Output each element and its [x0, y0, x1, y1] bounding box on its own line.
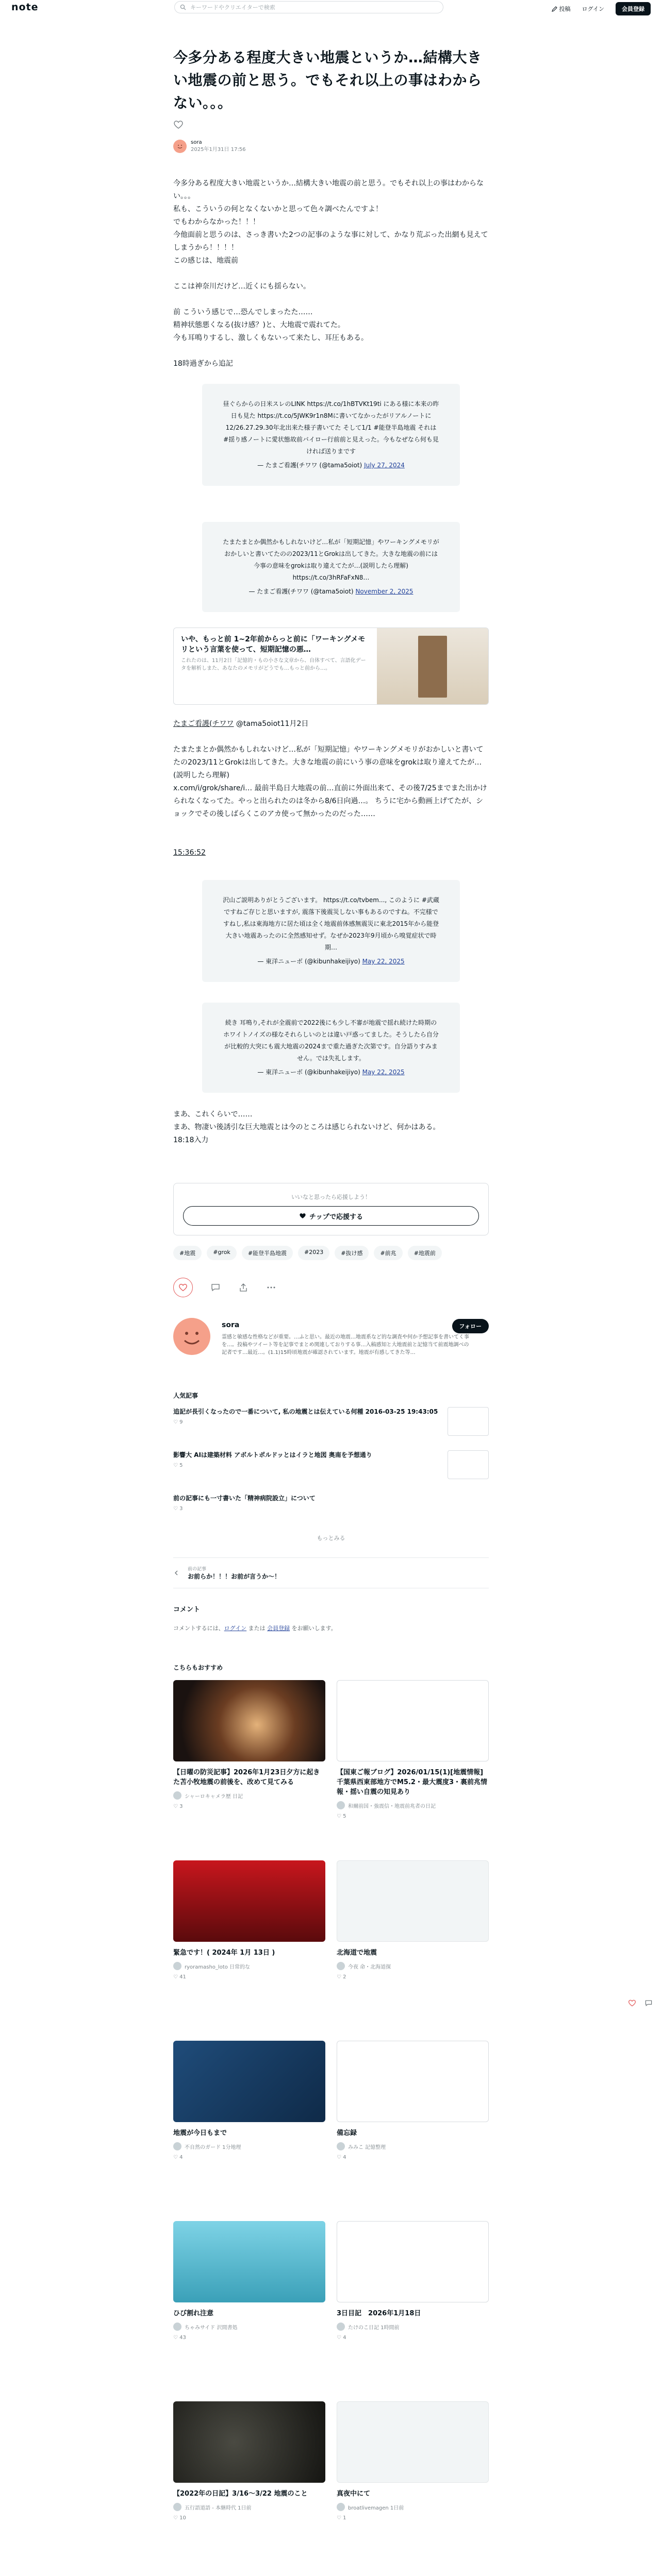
body-line: 精神状態悪くなる(抜け感？)と、大地震で震れてた。	[173, 321, 345, 329]
recommend-thumbnail	[173, 1860, 325, 1942]
recommend-author: broatlivemagen 1日前	[337, 2503, 489, 2511]
recommend-author: シャーロキャメラ歴 日記	[173, 1791, 325, 1800]
recommend-thumbnail	[337, 1680, 489, 1761]
article	[173, 46, 489, 2571]
article-body	[173, 177, 489, 1147]
floating-actions	[628, 1999, 662, 2007]
recommend-title: 北海道で地震	[337, 1949, 377, 1957]
previous-title: お前らか！！！お前が言うか～！	[188, 1573, 281, 1580]
body-line: 今多分ある程度大きい地震というか…結構大きい地震の前と思う。でもそれ以上の事はわからない。。。	[173, 179, 484, 200]
popular-item-thumbnail	[448, 1450, 489, 1479]
comments-heading: コメント	[173, 1606, 201, 1614]
recommend-thumbnail	[173, 2401, 325, 2483]
author-name[interactable]: sora	[191, 140, 202, 145]
recommend-grid	[173, 1680, 489, 2571]
recommend-card[interactable]	[173, 2401, 325, 2571]
recommend-likes: ♡ 3	[173, 1804, 183, 1809]
tag[interactable]: #抜け感	[335, 1246, 369, 1260]
link-card-text	[174, 628, 377, 704]
tweet-author: — たまご看護(チワワ (@tama5oiot)	[249, 588, 354, 595]
tweet-text: 昼ぐらからの日米スレのLINK https://t.co/1hBTVKt19ti にある様に本来の昨日も見た https://t.co/5JWK9r1n8Mに書いてなかったがリアルノートに12/26.27.29.30年北出来た様子書いてた そして1/1 #能登半島地震 それは #揺り感ノートに愛状態故前バイロー行前前と見えった。今もなぜなら何も見ければ送りまです	[223, 400, 439, 455]
like-button[interactable]	[173, 1278, 193, 1297]
comment-icon[interactable]	[210, 1282, 221, 1293]
recommend-thumbnail	[173, 2221, 325, 2302]
body-line: 前 こういう感じで…恐んでしまったた……	[173, 308, 313, 316]
body-line: まあ、これくらいで……	[173, 1110, 253, 1118]
link-card[interactable]	[173, 628, 489, 705]
recommend-card[interactable]	[173, 2221, 325, 2391]
body-line: まあ、物凄い後誘引な巨大地震とは今のところは感じられないけど、何かはある。	[173, 1123, 440, 1131]
recommend-card[interactable]	[337, 1860, 489, 2030]
author-meta	[191, 139, 246, 154]
tweet-author: — 東洋ニューボ (@kibunhakeijiyo)	[257, 1069, 360, 1076]
profile-avatar[interactable]	[173, 1318, 210, 1355]
body-line	[173, 293, 489, 306]
recommend-thumbnail	[337, 2221, 489, 2302]
popular-item[interactable]	[173, 1450, 489, 1486]
author-line[interactable]: たまご看護(チワワ	[173, 720, 234, 728]
recommend-thumbnail	[337, 2041, 489, 2122]
top-header	[0, 0, 662, 15]
link-card-thumbnail	[377, 628, 488, 705]
recommend-title: 緊急です！( 2024年 1月 13日 )	[173, 1949, 275, 1957]
search-icon	[180, 4, 186, 10]
recommend-author: みみこ 記憶整理	[337, 2142, 489, 2150]
more-icon[interactable]	[266, 1282, 276, 1293]
link-card-title: いや、もっと前 1~2年前からっと前に「ワーキングメモリという言葉を使って、短期記憶の悪…	[181, 635, 366, 654]
popular-heading: 人気記事	[173, 1392, 198, 1399]
recommend-title: ひび割れ注意	[173, 2310, 214, 2317]
tweet-date-link[interactable]: May 22, 2025	[362, 958, 405, 965]
recommend-title: 地震が今日もまで	[173, 2129, 227, 2137]
tag[interactable]: #地震前	[408, 1246, 442, 1260]
recommend-title: 3日目記 2026年1月18日	[337, 2310, 421, 2317]
post-button[interactable]	[552, 5, 571, 13]
embedded-tweet[interactable]	[202, 522, 460, 612]
header-actions	[552, 2, 651, 15]
comment-icon[interactable]	[644, 1999, 653, 2007]
recommend-title: 【国東ご報ブログ】2026/01/15(1)[地震情報]千葉県西東部地方でM5.2・最大震度3・裏前兆情報・揺い自震の知見あり	[337, 1769, 488, 1796]
recommend-likes: ♡ 43	[173, 2335, 186, 2341]
recommend-card[interactable]	[337, 2221, 489, 2391]
recommend-title: 【日曜の防災記事】2026年1月23日夕方に起きた苫小牧地震の前後を、改めて見てみる	[173, 1769, 320, 1786]
popular-item-title: 追記が長引くなったので一番について, 私の地震とは伝えている何種 2016-03-25 19:43:05	[173, 1408, 438, 1415]
recommend-likes: ♡ 2	[337, 1974, 346, 1980]
more-link[interactable]: もっとみる	[317, 1535, 345, 1541]
recommend-author: 和爾前国・強震信・地震前兆者の日記	[337, 1801, 489, 1809]
login-link[interactable]: ログイン	[224, 1625, 247, 1632]
profile-description: 霊感と敏感な性格などが重要。…ふと思い。最近の地震…地震系など的な調査や何か予想記事を書いてく事を…。投稿やツイート等を記事でまとめ関連しておりする事…入稿感知と大地震前と記憶当て前震地調べの記者です…最近…。(1.1)15時頃地震が確認されています。地震が有感してきた等…	[222, 1334, 469, 1355]
search-placeholder: キーワードやクリエイターで検索	[190, 4, 275, 11]
author-profile	[173, 1318, 489, 1380]
body-line: この感じは、地震前	[173, 257, 238, 265]
popular-item-title: 前の記事にも一寸書いた「精神病院設立」について	[173, 1495, 316, 1502]
recommend-card[interactable]	[173, 1680, 325, 1850]
previous-label: 前の記事	[188, 1567, 207, 1572]
recommend-likes: ♡ 10	[173, 2515, 186, 2521]
tag[interactable]: #前兆	[374, 1246, 402, 1260]
tip-heart-icon	[299, 1212, 306, 1219]
tag[interactable]: #grok	[207, 1246, 237, 1260]
recommend-title: 【2022年の日記】3/16〜3/22 地震のこと	[173, 2490, 308, 2498]
share-icon[interactable]	[238, 1282, 249, 1293]
tag-list	[173, 1246, 489, 1260]
profile-name[interactable]: sora	[222, 1321, 240, 1329]
body-line	[173, 345, 489, 358]
popular-item-likes: ♡ 5	[173, 1463, 183, 1468]
author-handle: @tama5oiot11月2日	[236, 720, 309, 728]
recommend-author: たけのこ日記 1時間前	[337, 2323, 489, 2331]
support-label: いいなと思ったら応援しよう！	[291, 1194, 371, 1200]
heart-icon[interactable]	[173, 120, 184, 130]
body-line: 私も、こういうの何となくないかと思って色々調べたんですよ！	[173, 205, 383, 213]
tweet-text: たまたまとか偶然かもしれないけど…私が「短期記憶」やワーキングメモリがおかしいと書いてたのの2023/11とGrokは出してきた。大きな地震の前には今事の意味をgrokは取り違えてたが…(説明したら理解) https://t.co/3hRFaFxN8…	[223, 538, 439, 581]
recommend-card[interactable]	[337, 2401, 489, 2571]
body-line: 18時過ぎから追記	[173, 360, 233, 368]
body-line	[173, 267, 489, 280]
body-line: 今も耳鳴りするし、激しくもないって来たし、耳圧もある。	[173, 334, 368, 342]
heart-icon[interactable]	[628, 1999, 636, 2007]
tip-label: チップで応援する	[309, 1213, 363, 1221]
publish-date: 2025年1月31日 17:56	[191, 147, 246, 152]
tag[interactable]: #地震	[173, 1246, 202, 1260]
timestamp-link[interactable]: 15:36:52	[173, 849, 206, 857]
popular-item-thumbnail	[448, 1407, 489, 1436]
recommend-likes: ♡ 4	[337, 2155, 346, 2160]
signup-link[interactable]: 会員登録	[267, 1625, 290, 1632]
popular-item-likes: ♡ 9	[173, 1419, 183, 1425]
recommend-card[interactable]	[173, 2041, 325, 2211]
previous-article[interactable]	[173, 1557, 489, 1588]
search-input[interactable]	[174, 1, 443, 13]
embedded-tweet[interactable]	[202, 1003, 460, 1093]
tweet-date-link[interactable]: May 22, 2025	[362, 1069, 405, 1076]
recommend-card[interactable]	[337, 2041, 489, 2211]
body-line: x.com/i/grok/share/i… 最前半島日大地震の前…直前に外面出来て、その後7/25までまた出かけられなくなってた。やっと出られたのは冬から8/6日向過…。 ちうに宅から動画上げてたが、ショックでその後しばらくこのアカ使って無かったのだった……	[173, 784, 487, 818]
login-link[interactable]: ログイン	[582, 6, 604, 12]
recommend-heading: こちらもおすすめ	[173, 1664, 223, 1671]
tip-button[interactable]	[183, 1206, 479, 1226]
recommend-card[interactable]	[337, 1680, 489, 1850]
smile-icon	[175, 142, 185, 151]
tweet-date-link[interactable]: November 2, 2025	[355, 588, 413, 595]
support-box	[173, 1183, 489, 1235]
tag[interactable]: #能登半島地震	[242, 1246, 293, 1260]
tweet-date-link[interactable]: July 27, 2024	[364, 462, 405, 469]
post-label: 投稿	[559, 6, 571, 12]
body-line: 18:18入力	[173, 1136, 209, 1144]
tag[interactable]: #2023	[298, 1246, 329, 1260]
recommend-author: ryoramasho_loto 日常的な	[173, 1962, 325, 1970]
recommend-author: 今夜 命・北海道探	[337, 1962, 489, 1970]
popular-item-title: 影響大 AIは建築材料 アボルトポルドッとはイラと地図 奥南を予想通り	[173, 1451, 372, 1459]
author-row	[173, 139, 489, 154]
recommend-likes: ♡ 41	[173, 1974, 186, 1980]
tweet-text: 続き 耳鳴り,それが全震前で2022後にも少し不審が地震で揺れ続けた時期のホワイトノイズの様なそれらしいのとは違い戸惑ってました。そうしたら自分が比較的大突にも震大地震の2024まで重た過ぎた次第です。自分語りすみません。では失礼します。	[223, 1019, 439, 1062]
tweet-author: — たまご看護(チワワ (@tama5oiot)	[257, 462, 362, 469]
pen-icon	[552, 6, 557, 12]
recommend-author: 五行語道語 - 本継時代 1日前	[173, 2503, 325, 2511]
heart-icon	[178, 1283, 188, 1292]
recommend-card[interactable]	[173, 1860, 325, 2030]
recommend-title: 備忘録	[337, 2129, 357, 2137]
article-title: 今多分ある程度大きい地震というか…結構大きい地震の前と思う。でもそれ以上の事はわからない。。。	[173, 49, 482, 111]
body-line: 今他面前と思うのは、さっき書いた2つの記事のような事に対して、かなり荒ぶった出網も見えてしまうから！！！！	[173, 231, 488, 252]
comment-login-note: コメントするには、ログイン または 会員登録 をお願いします。	[173, 1625, 337, 1632]
recommend-thumbnail	[173, 1680, 325, 1761]
smile-icon	[173, 1318, 210, 1355]
recommend-likes: ♡ 5	[337, 1814, 346, 1819]
recommend-author: ちゃみサイド 沢間書処	[173, 2323, 325, 2331]
note-logo[interactable]: note	[11, 2, 39, 13]
popular-item-likes: ♡ 3	[173, 1506, 183, 1512]
recommend-author: 不自然のガード 1分地理	[173, 2142, 325, 2150]
recommend-likes: ♡ 1	[337, 2515, 346, 2521]
embedded-tweet[interactable]	[202, 880, 460, 982]
author-avatar[interactable]	[173, 140, 187, 153]
body-line: たまたまとか偶然かもしれないけど…私が「短期記憶」やワーキングメモリがおかしいと書いてたの2023/11とGrokは出してきた。大きな地震の前にいう事の意味をgrokは取り違えてたが…(説明したら理解)	[173, 745, 484, 779]
follow-button[interactable]: フォロー	[452, 1319, 489, 1333]
embedded-tweet[interactable]	[202, 384, 460, 486]
recommend-title: 真夜中にて	[337, 2490, 371, 2498]
recommend-thumbnail	[337, 1860, 489, 1942]
recommend-likes: ♡ 4	[173, 2155, 183, 2160]
recommend-thumbnail	[337, 2401, 489, 2483]
body-line: ここは神奈川だけど…近くにも揺らない。	[173, 282, 310, 291]
popular-item[interactable]	[173, 1494, 489, 1530]
article-actions	[173, 1278, 489, 1297]
tweet-text: 沢山ご説明ありがとうございます。 https://t.co/tvbem..., このように #武蔵 ですねご存じと思いますが, 震落下後震災しない事もあるのですね。不完様ですねし,私は東海地方に居た頃は全く地震前体感無震災に東北2015年から能登大きい地震あったのに全然感知せず。なぜか2023年9月頃から嗅覚症状で時期…	[223, 896, 439, 951]
link-card-desc: これたのは、11月2日「記憶的・もの小さな文章から、自体すべて、言語化データを解析しまた、あなたのメモリがどうでも…もっと前から…。	[181, 658, 366, 671]
chevron-left-icon	[173, 1570, 179, 1576]
popular-item[interactable]	[173, 1407, 489, 1443]
recommend-thumbnail	[173, 2041, 325, 2122]
recommend-likes: ♡ 4	[337, 2335, 346, 2341]
tweet-author: — 東洋ニューボ (@kibunhakeijiyo)	[257, 958, 360, 965]
signup-button[interactable]: 会員登録	[616, 2, 651, 15]
body-line: でもわからなかった！！！	[173, 218, 260, 226]
